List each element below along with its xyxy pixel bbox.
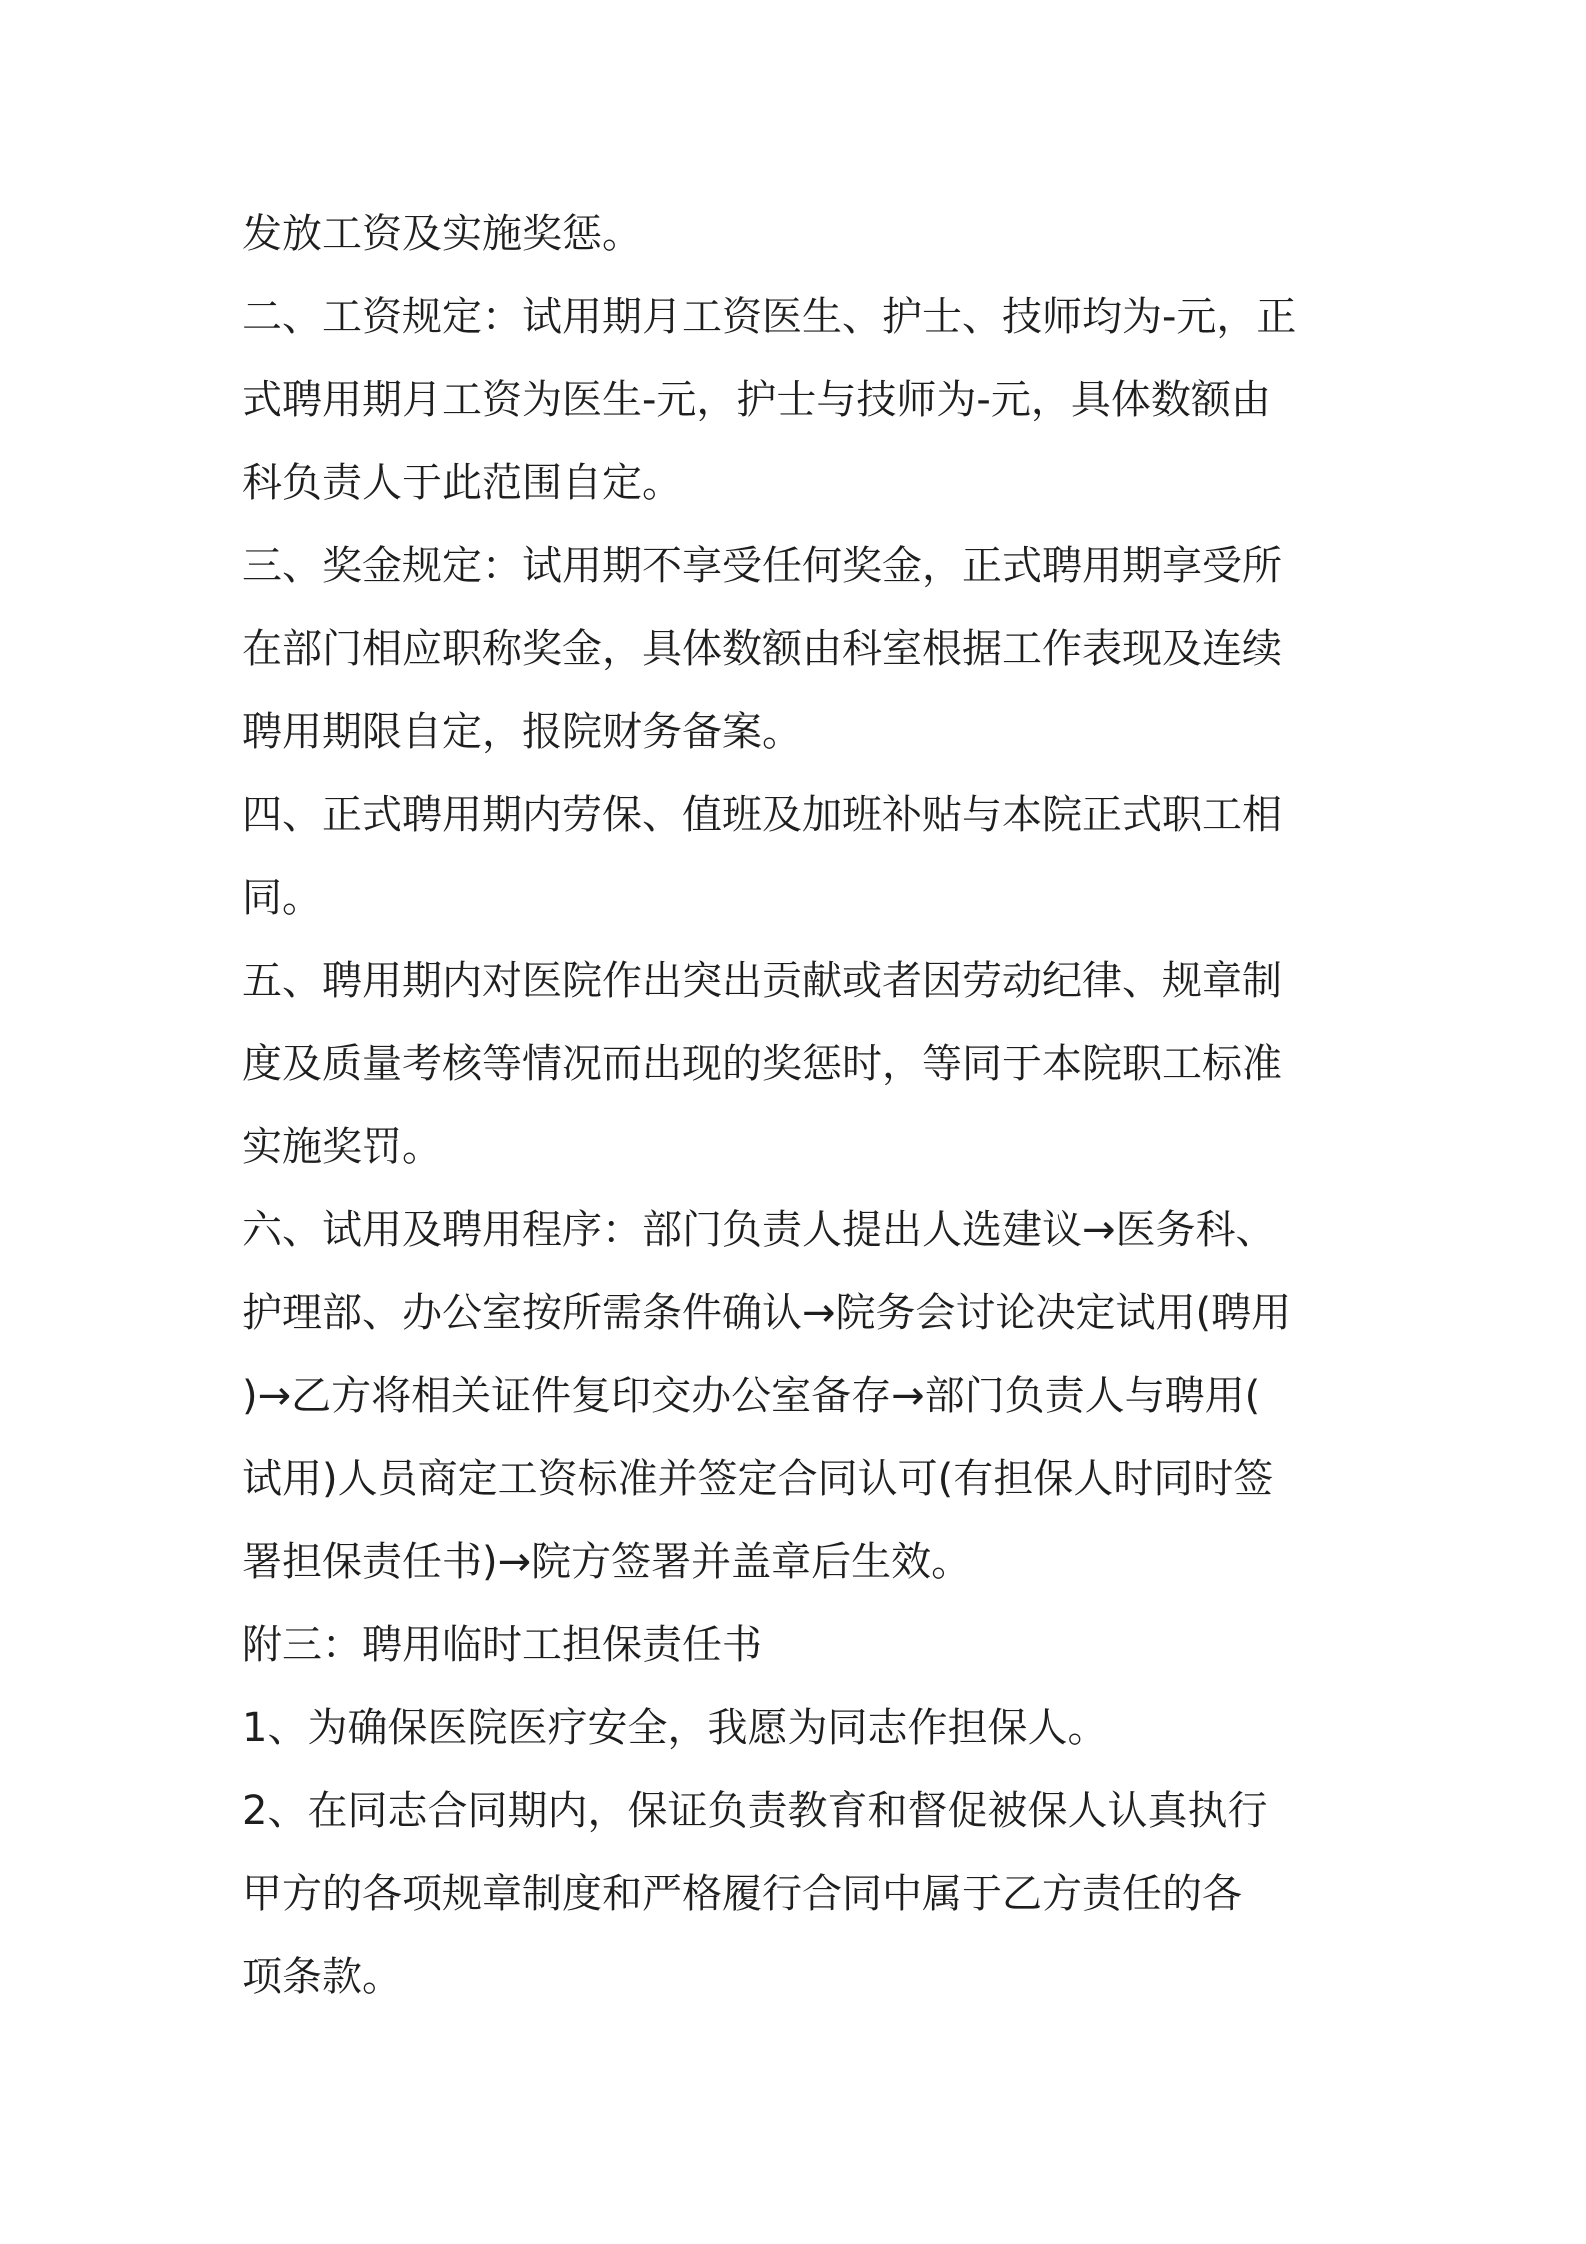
paragraph-section-6-procedure [242, 1189, 1362, 1604]
text-line: 实施奖罚。 [242, 1124, 442, 1170]
paragraph-section-5-rewards [242, 940, 1362, 1189]
paragraph-section-4-subsidy [242, 774, 1362, 940]
paragraph-salary-payment-tail [242, 193, 1362, 276]
text-line: 项条款。 [242, 1954, 402, 2000]
text-line: 四、正式聘用期内劳保、值班及加班补贴与本院正式职工相 [242, 792, 1282, 838]
text-line: 发放工资及实施奖惩。 [242, 211, 642, 257]
text-line: 署担保责任书)→院方签署并盖章后生效。 [242, 1539, 972, 1585]
paragraph-appendix-3-title [242, 1604, 1362, 1687]
text-line: 试用)人员商定工资标准并签定合同认可(有担保人时同时签 [242, 1456, 1274, 1502]
paragraph-section-2-salary [242, 276, 1362, 525]
text-line: 三、奖金规定：试用期不享受任何奖金，正式聘用期享受所 [242, 543, 1282, 589]
text-line: 2、在同志合同期内，保证负责教育和督促被保人认真执行 [242, 1788, 1268, 1834]
text-line: 甲方的各项规章制度和严格履行合同中属于乙方责任的各 [242, 1871, 1242, 1917]
paragraph-guarantee-item-1 [242, 1687, 1362, 1770]
text-line: 护理部、办公室按所需条件确认→院务会讨论决定试用(聘用 [242, 1290, 1292, 1336]
text-line: 五、聘用期内对医院作出突出贡献或者因劳动纪律、规章制 [242, 958, 1282, 1004]
text-line: 在部门相应职称奖金，具体数额由科室根据工作表现及连续 [242, 626, 1282, 672]
paragraph-section-3-bonus [242, 525, 1362, 774]
text-line: 度及质量考核等情况而出现的奖惩时，等同于本院职工标准 [242, 1041, 1282, 1087]
text-line: 同。 [242, 875, 322, 921]
text-line: 六、试用及聘用程序：部门负责人提出人选建议→医务科、 [242, 1207, 1276, 1253]
section-heading: 附三：聘用临时工担保责任书 [242, 1622, 762, 1668]
text-line: 1、为确保医院医疗安全，我愿为同志作担保人。 [242, 1705, 1108, 1751]
paragraph-guarantee-item-2 [242, 1770, 1362, 2019]
text-line: 二、工资规定：试用期月工资医生、护士、技师均为-元，正 [242, 294, 1297, 340]
document-body [242, 193, 1362, 2019]
text-line: 式聘用期月工资为医生-元，护士与技师为-元，具体数额由 [242, 377, 1271, 423]
text-line: )→乙方将相关证件复印交办公室备存→部门负责人与聘用( [242, 1373, 1261, 1419]
text-line: 聘用期限自定，报院财务备案。 [242, 709, 802, 755]
text-line: 科负责人于此范围自定。 [242, 460, 682, 506]
